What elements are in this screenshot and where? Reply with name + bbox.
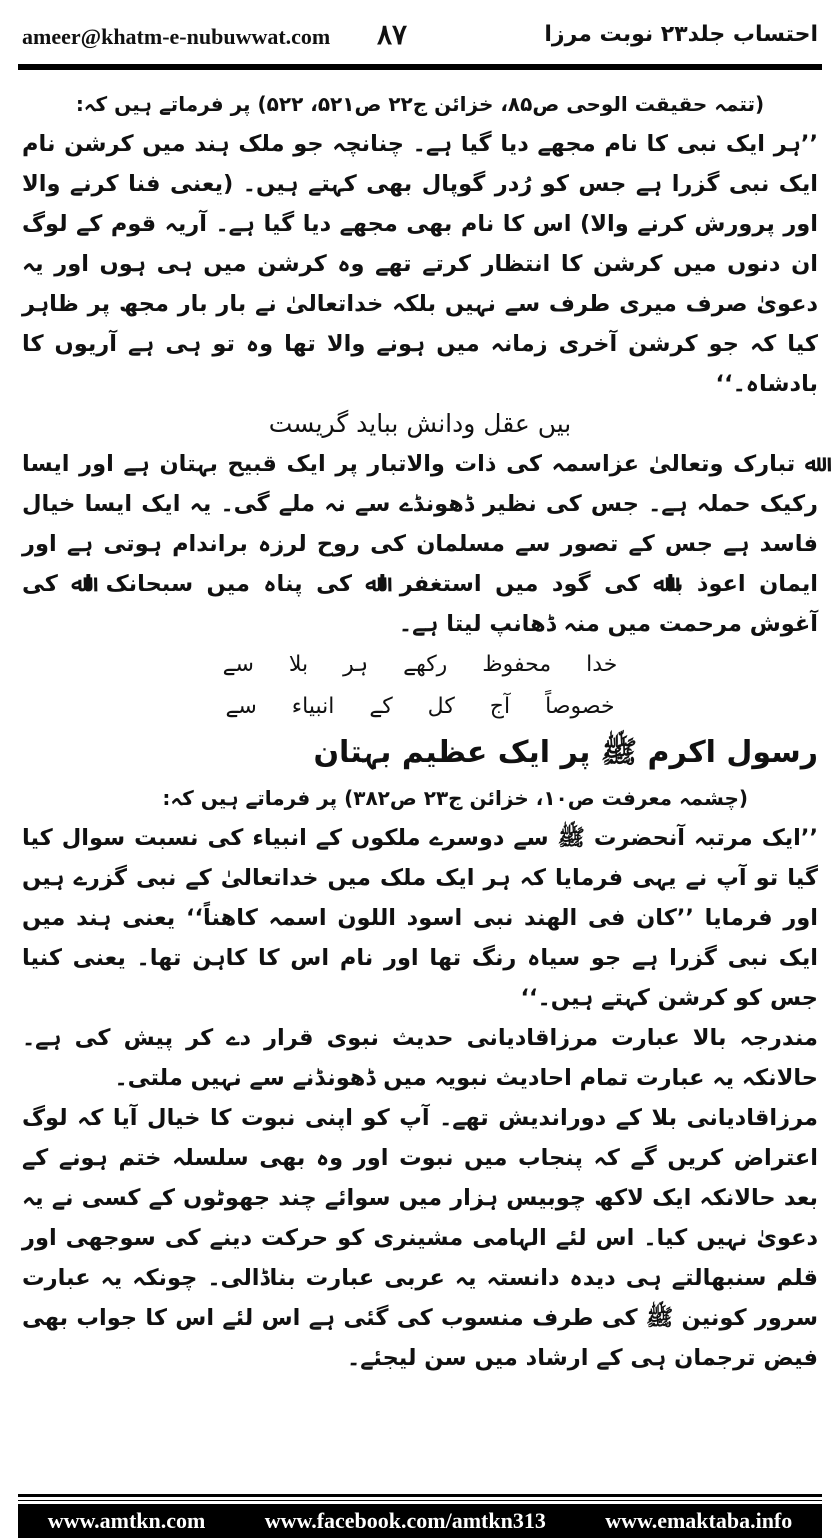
footer-divider-thin: [18, 1500, 822, 1501]
paragraph-3: مرزاقادیانی بلا کے دوراندیش تھے۔ آپ کو اپنی نبوت کا خیال آیا کہ لوگ اعتراض کریں گے کہ پنجاب میں نبوت اور وہ بھی سلسلہ ختم ہونے کے بعد حالانکہ ایک لاکھ چوبیس ہزار میں سوائے چند جھوٹوں کے کسی نے یہ دعویٰ نہیں کیا۔ اس لئے الہامی مشینری کو حرکت دینے کی سوجھی اور قلم سنبھالتے ہی دیدہ دانستہ یہ عربی عبارت بناڈالی۔ چونکہ یہ عبارت سرور کونین ﷺ کی طرف منسوب کی گئی ہے اس لئے اس کا جواب بھی فیض ترجمان ہی کے ارشاد میں سن لیجئے۔: [22, 1105, 818, 1371]
paragraph-2: مندرجہ بالا عبارت مرزاقادیانی حدیث نبوی قرار دے کر پیش کی ہے۔ حالانکہ یہ عبارت تمام احادیث نبویہ میں ڈھونڈنے سے نہیں ملتی۔: [22, 1025, 818, 1091]
section-heading-2: رسول اکرم ﷺ پر ایک عظیم بہتان: [313, 735, 818, 770]
page-number: ۸۷: [377, 18, 408, 51]
header-email: ameer@khatm-e-nubuwwat.com: [22, 24, 331, 49]
header-divider: [18, 64, 822, 70]
footer-link-emaktaba[interactable]: www.emaktaba.info: [605, 1508, 793, 1533]
quote-2: ’’ایک مرتبہ آنحضرت ﷺ سے دوسرے ملکوں کے انبیاء کی نسبت سوال کیا گیا تو آپ نے یہی فرمایا کہ ہر ایک ملک میں خداتعالیٰ کے نبی گزرے ہیں اور فرمایا ’’کان فی الھند نبی اسود اللون اسمہ کاھناً‘‘ یعنی ہند میں ایک نبی گزرا ہے جو سیاہ رنگ تھا اور نام اس کا کاہن تھا۔ یعنی کنیا جس کو کرشن کہتے ہیں۔‘‘: [22, 825, 818, 1011]
section-heading-1: بیں عقل ودانش بباید گریست: [268, 409, 572, 438]
citation-1: (تتمہ حقیقت الوحی ص۸۵، خزائن ج۲۲ ص۵۲۱، ۵۲۲) پر فرماتے ہیں کہ:: [75, 92, 765, 116]
poem-line-1: خدا محفوظ رکھے ہر بلا سے: [222, 652, 618, 677]
page-header: [22, 18, 818, 58]
paragraph-1: ﷲ تبارک وتعالیٰ عزاسمہ کی ذات والاتبار پر ایک قبیح بہتان ہے اور ایسا رکیک حملہ ہے۔ جس کی نظیر ڈھونڈے سے نہ ملے گی۔ یہ ایک ایسا خیال فاسد ہے جس کے تصور سے مسلمان کی روح لرزہ براندام ہوتی ہے اور ایمان اعوذ باﷲ کی گود میں استغفر اﷲ کی پناہ میں سبحانک اﷲ کی آغوش مرحمت میں منہ ڈھانپ لیتا ہے۔: [22, 451, 818, 637]
footer-divider: [18, 1494, 822, 1497]
book-title: احتساب جلد۲۳ نوبت مرزا: [544, 22, 818, 47]
quote-1: ’’ہر ایک نبی کا نام مجھے دیا گیا ہے۔ چنانچہ جو ملک ہند میں کرشن نام ایک نبی گزرا ہے جس کو رُدر گوپال بھی کہتے ہیں۔ (یعنی فنا کرنے والا اور پرورش کرنے والا) اس کا نام بھی مجھے دیا گیا ہے۔ آریہ قوم کے لوگ ان دنوں میں کرشن کا انتظار کرتے تھے وہ کرشن میں ہی ہوں اور یہ دعویٰ صرف میری طرف سے نہیں بلکہ خداتعالیٰ نے بار بار مجھ پر ظاہر کیا کہ جو کرشن آخری زمانہ میں ہونے والا تھا وہ تو ہی ہے آریوں کا بادشاہ۔‘‘: [22, 131, 818, 397]
footer-link-amtkn[interactable]: www.amtkn.com: [47, 1508, 206, 1533]
poem-line-2: خصوصاً آج کل کے انبیاء سے: [225, 694, 615, 719]
page-footer: [18, 1504, 822, 1538]
page-body: [22, 84, 818, 1378]
citation-2: (چشمہ معرفت ص۱۰، خزائن ج۲۳ ص۳۸۲) پر فرماتے ہیں کہ:: [162, 786, 748, 810]
footer-link-facebook[interactable]: www.facebook.com/amtkn313: [264, 1508, 546, 1533]
